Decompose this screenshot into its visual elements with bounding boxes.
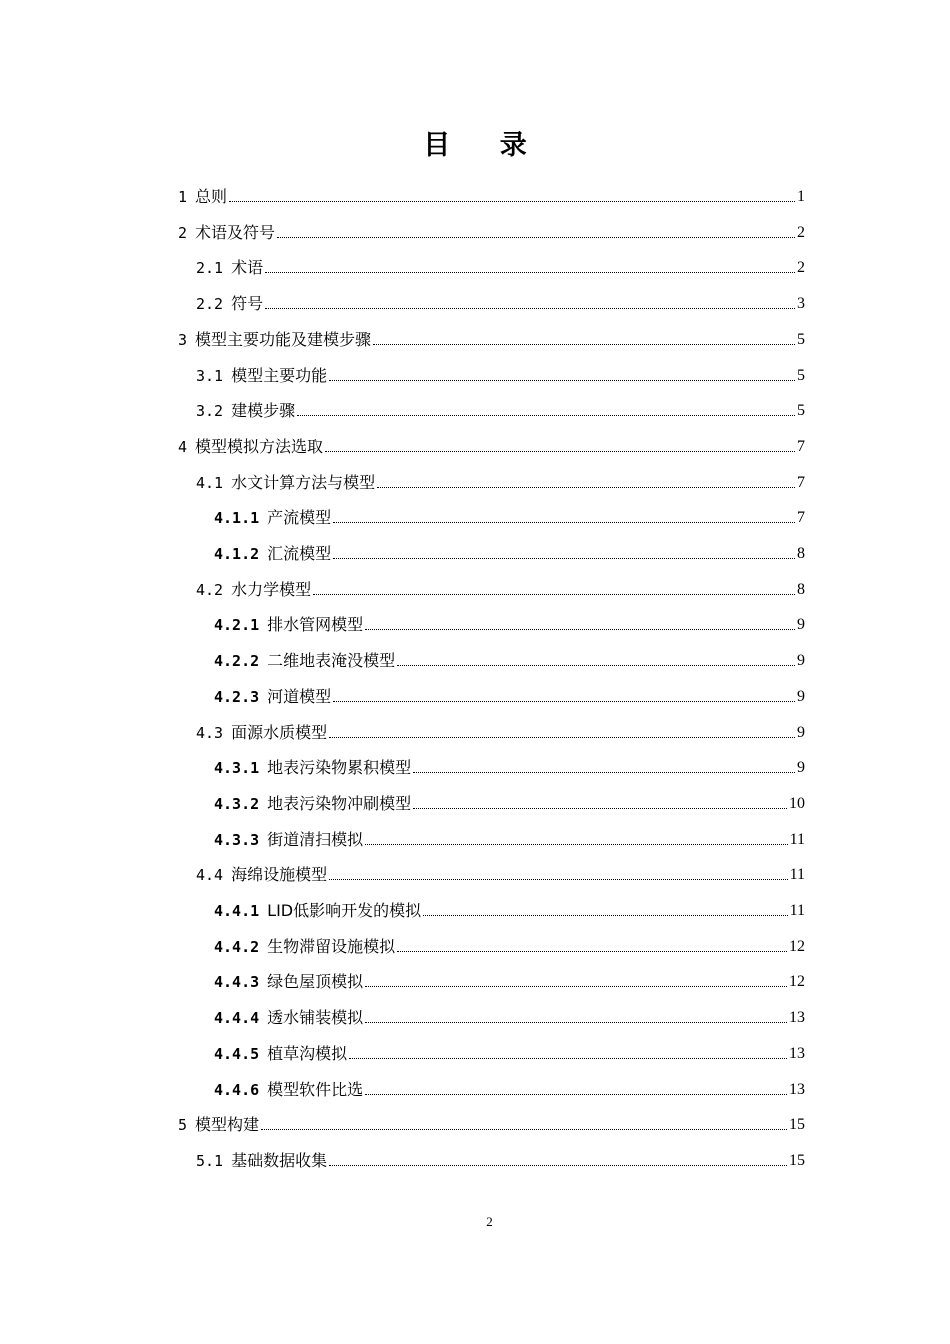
toc-entry-page: 5 [797, 402, 805, 420]
toc-entry[interactable] [178, 219, 805, 243]
page-title: 目 录 [423, 130, 547, 161]
toc-entry-label: 排水管网模型 [267, 615, 364, 635]
toc-entry-label: 汇流模型 [267, 544, 332, 563]
toc-entry[interactable] [214, 611, 805, 635]
toc-entry[interactable] [214, 647, 805, 671]
toc-dot-leader [329, 1165, 787, 1166]
toc-entry-number: 5 [178, 1116, 188, 1135]
toc-entry[interactable] [196, 290, 805, 314]
toc-entry[interactable] [196, 469, 805, 493]
toc-entry-page: 2 [797, 223, 805, 241]
toc-entry-page: 7 [797, 473, 805, 491]
toc-entry-page: 9 [797, 616, 805, 634]
toc-dot-leader [365, 1022, 787, 1023]
toc-dot-leader [413, 808, 787, 809]
toc-entry[interactable] [178, 326, 805, 350]
toc-entry-number: 4 [178, 437, 188, 456]
toc-entry-page: 8 [797, 545, 805, 562]
toc-entry-page: 8 [797, 580, 805, 598]
toc-entry[interactable] [214, 1076, 805, 1100]
toc-entry-number: 1 [178, 188, 188, 206]
toc-entry-page: 13 [789, 1009, 805, 1027]
toc-dot-leader [261, 1129, 787, 1130]
toc-dot-leader [365, 986, 787, 987]
toc-entry-label: LID低影响开发的模拟 [267, 901, 422, 920]
toc-dot-leader [377, 487, 795, 488]
toc-entry[interactable] [214, 683, 805, 707]
toc-dot-leader [265, 272, 795, 273]
toc-entry[interactable] [214, 897, 805, 921]
toc-entry-number: 2.1 [196, 259, 224, 278]
toc-entry[interactable] [196, 1147, 805, 1171]
toc-entry-number: 4.3.1 [214, 759, 260, 778]
toc-entry-number: 3.1 [196, 366, 224, 385]
toc-entry-page: 7 [797, 437, 805, 455]
toc-entry-label: 地表污染物累积模型 [267, 758, 412, 778]
toc-dot-leader [397, 665, 795, 666]
toc-entry[interactable] [214, 1040, 805, 1064]
toc-dot-leader [397, 951, 787, 952]
toc-entry-label: 地表污染物冲刷模型 [267, 793, 412, 813]
toc-entry-label: 水力学模型 [231, 579, 312, 599]
toc-dot-leader [325, 451, 795, 452]
toc-entry-label: 术语 [231, 258, 264, 278]
toc-dot-leader [265, 308, 795, 309]
toc-entry-label: 绿色屋顶模拟 [267, 972, 364, 992]
toc-entry-number: 4.4.5 [214, 1044, 260, 1063]
toc-entry-page: 12 [789, 973, 805, 991]
toc-entry-label: 建模步骤 [231, 401, 296, 421]
toc-entry-number: 3.2 [196, 402, 224, 421]
toc-entry-number: 4.2.3 [214, 687, 260, 706]
toc-entry-page: 13 [789, 1080, 805, 1098]
toc-entry-page: 13 [789, 1044, 805, 1062]
toc-entry[interactable] [178, 183, 805, 207]
toc-entry-page: 5 [797, 330, 805, 348]
toc-entry-number: 5.1 [196, 1151, 224, 1170]
toc-entry[interactable] [196, 861, 805, 885]
toc-dot-leader [333, 701, 795, 702]
toc-dot-leader [329, 879, 787, 880]
toc-entry-label: 河道模型 [267, 686, 332, 706]
toc-entry-label: 模型构建 [195, 1115, 260, 1135]
toc-entry-page: 2 [797, 259, 805, 277]
toc-entry-label: 生物滞留设施模拟 [267, 936, 396, 956]
toc-dot-leader [365, 1094, 787, 1095]
toc-entry-page: 9 [797, 652, 805, 670]
toc-entry-page: 12 [789, 937, 805, 955]
toc-entry-page: 5 [797, 366, 805, 384]
toc-entry-label: 二维地表淹没模型 [267, 651, 396, 671]
toc-entry-page: 1 [797, 188, 805, 205]
toc-entry-number: 4.3 [196, 723, 224, 742]
toc-dot-leader [373, 344, 795, 345]
toc-entry-number: 4.3.2 [214, 794, 260, 813]
toc-entry-label: 模型主要功能 [231, 365, 328, 385]
toc-entry[interactable] [196, 254, 805, 278]
toc-dot-leader [413, 772, 795, 773]
toc-entry-label: 总则 [195, 187, 228, 206]
toc-entry[interactable] [214, 790, 805, 814]
toc-entry-number: 4.4.6 [214, 1080, 260, 1099]
toc-dot-leader [333, 522, 795, 523]
toc-entry[interactable] [196, 719, 805, 743]
toc-entry-label: 水文计算方法与模型 [231, 472, 376, 492]
toc-dot-leader [329, 380, 795, 381]
toc-entry[interactable] [178, 433, 805, 457]
toc-dot-leader [277, 237, 795, 238]
toc-entry-number: 4.4.3 [214, 973, 260, 992]
toc-entry[interactable] [214, 826, 805, 850]
toc-entry[interactable] [214, 1004, 805, 1028]
toc-entry-label: 符号 [231, 294, 264, 314]
toc-entry[interactable] [196, 397, 805, 421]
toc-entry-number: 4.3.3 [214, 830, 260, 849]
toc-entry-number: 4.2.1 [214, 616, 260, 635]
toc-entry-label: 产流模型 [267, 508, 332, 528]
toc-entry-page: 15 [789, 1116, 805, 1134]
toc-entry-label: 术语及符号 [195, 222, 276, 242]
toc-dot-leader [423, 915, 787, 916]
toc-entry[interactable] [214, 754, 805, 778]
toc-entry-page: 9 [797, 687, 805, 705]
toc-entry[interactable] [214, 933, 805, 957]
toc-dot-leader [329, 737, 795, 738]
toc-dot-leader [365, 844, 787, 845]
toc-entry-number: 4.1.2 [214, 545, 260, 563]
toc-entry-page: 11 [789, 902, 805, 919]
toc-dot-leader [365, 629, 795, 630]
toc-entry-number: 2 [178, 223, 188, 242]
toc-entry-page: 7 [797, 509, 805, 527]
toc-dot-leader [297, 415, 795, 416]
toc-entry-label: 基础数据收集 [231, 1150, 328, 1170]
toc-entry-page: 9 [797, 759, 805, 777]
toc-dot-leader [313, 594, 795, 595]
toc-entry-page: 9 [797, 723, 805, 741]
toc-entry-page: 11 [789, 830, 805, 848]
toc-entry-label: 模型模拟方法选取 [195, 436, 324, 456]
toc-entry-label: 街道清扫模拟 [267, 829, 364, 849]
toc-entry[interactable] [196, 576, 805, 600]
toc-entry-number: 4.1 [196, 473, 224, 492]
toc-entry-number: 4.4.4 [214, 1009, 260, 1028]
toc-entry[interactable] [214, 540, 805, 564]
toc-entry-number: 4.2.2 [214, 652, 260, 671]
toc-entry-page: 15 [789, 1151, 805, 1169]
toc-entry-page: 10 [789, 794, 805, 812]
toc-entry[interactable] [196, 362, 805, 386]
toc-entry-number: 2.2 [196, 295, 224, 314]
toc-dot-leader [349, 1058, 787, 1059]
toc-dot-leader [229, 201, 795, 202]
toc-entry-label: 植草沟模拟 [267, 1043, 348, 1063]
toc-entry-page: 3 [797, 295, 805, 313]
toc-entry-number: 3 [178, 330, 188, 349]
toc-entry[interactable] [214, 968, 805, 992]
toc-entry-number: 4.4.1 [214, 902, 260, 920]
toc-entry-number: 4.2 [196, 580, 224, 599]
toc-entry-label: 模型主要功能及建模步骤 [195, 329, 372, 349]
toc-entry[interactable] [178, 1111, 805, 1135]
toc-entry-number: 4.4 [196, 866, 224, 885]
toc-entry[interactable] [214, 504, 805, 528]
page-number: 2 [486, 1214, 493, 1229]
toc-dot-leader [333, 558, 795, 559]
toc-entry-label: 透水铺装模拟 [267, 1008, 364, 1028]
toc-entry-page: 11 [789, 866, 805, 884]
toc-entry-number: 4.1.1 [214, 509, 260, 528]
toc-entry-label: 模型软件比选 [267, 1079, 364, 1099]
toc-entry-label: 面源水质模型 [231, 722, 328, 742]
toc-entry-label: 海绵设施模型 [231, 865, 328, 885]
toc-entry-number: 4.4.2 [214, 937, 260, 956]
